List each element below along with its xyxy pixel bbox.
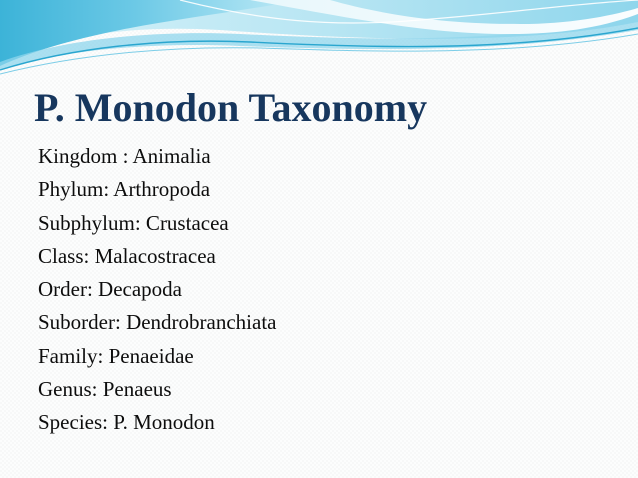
list-item: Kingdom : Animalia xyxy=(38,144,211,168)
list-item: Suborder: Dendrobranchiata xyxy=(38,310,277,335)
list-item: Subphylum: Crustacea xyxy=(38,210,229,235)
slide-title: P. Monodon Taxonomy xyxy=(34,85,428,130)
list-item: Species: P. Monodon xyxy=(38,410,215,435)
list-item: Genus: Penaeus xyxy=(38,377,172,402)
taxonomy-list xyxy=(38,140,277,440)
wave-banner xyxy=(0,0,638,80)
list-item: Phylum: Arthropoda xyxy=(38,177,211,202)
list-item: Class: Malacostracea xyxy=(38,243,216,268)
list-item: Order: Decapoda xyxy=(38,277,183,302)
list-item: Family: Penaeidae xyxy=(38,343,194,368)
